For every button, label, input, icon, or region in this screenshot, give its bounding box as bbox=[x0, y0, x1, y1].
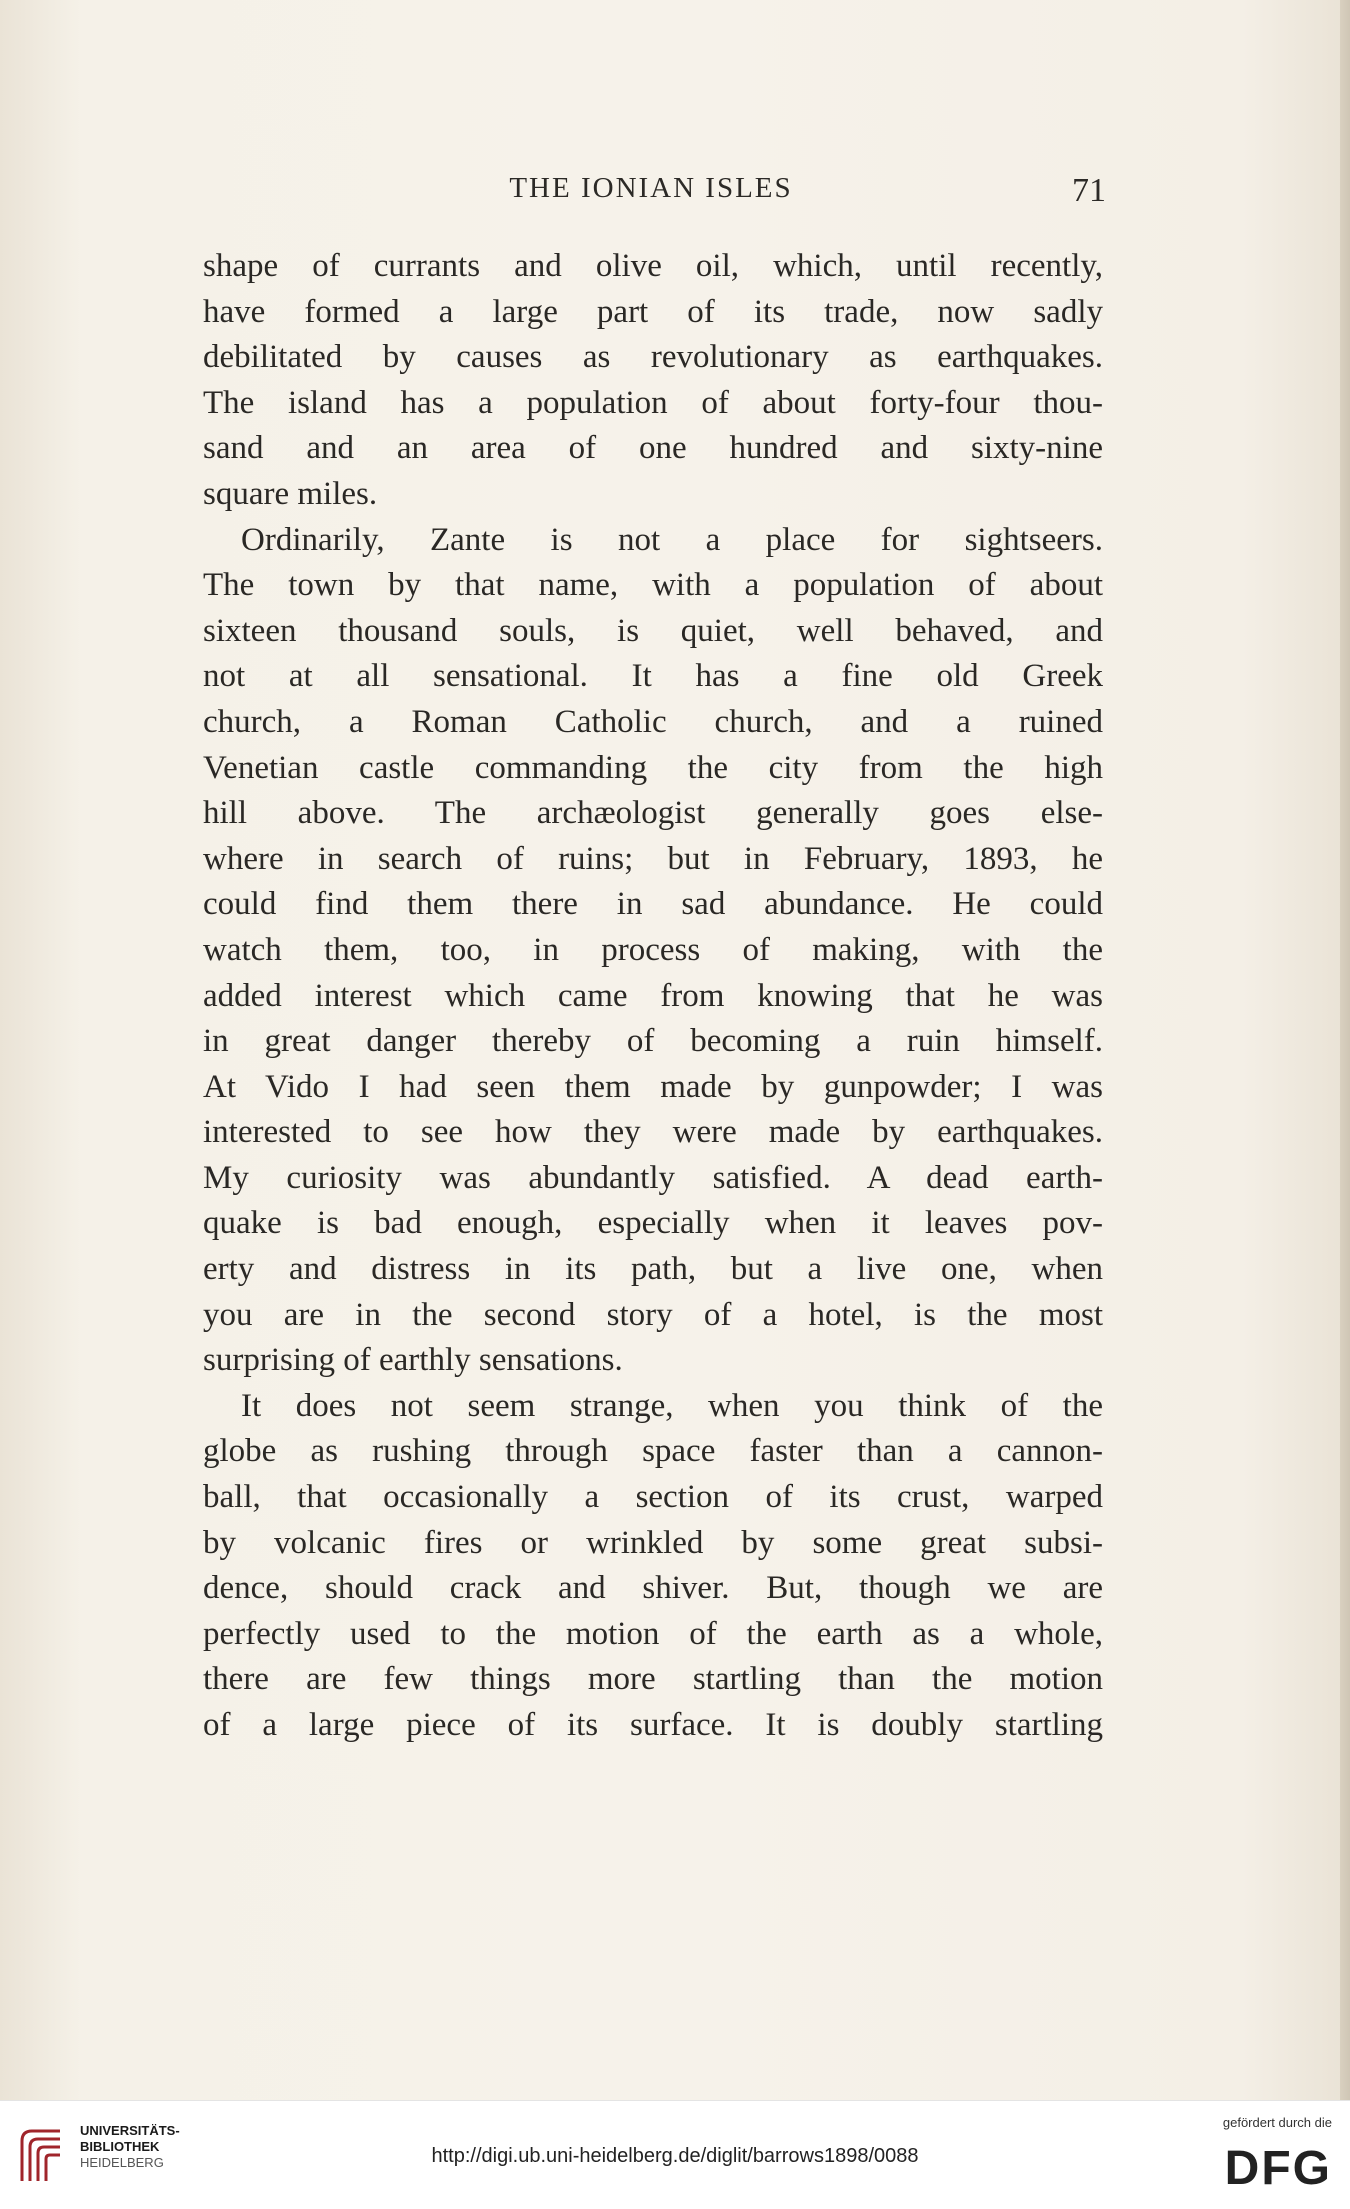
text-line: where in search of ruins; but in February, 1893, he bbox=[203, 840, 1103, 877]
text-line: watch them, too, in process of making, with the bbox=[203, 931, 1103, 968]
text-line: erty and distress in its path, but a live one, when bbox=[203, 1251, 1103, 1288]
text-line: could find them there in sad abundance. He could bbox=[203, 886, 1103, 923]
text-line: hill above. The archæologist generally goes else- bbox=[203, 795, 1103, 832]
library-name-line-1: UNIVERSITÄTS- bbox=[80, 2123, 180, 2138]
text-line: in great danger thereby of becoming a ruin himself. bbox=[203, 1023, 1103, 1060]
text-line: square miles. bbox=[203, 475, 378, 512]
text-line: interested to see how they were made by earthquakes. bbox=[203, 1114, 1103, 1151]
text-line: church, a Roman Catholic church, and a ruined bbox=[203, 703, 1103, 740]
text-line: The island has a population of about forty-four thou- bbox=[203, 384, 1103, 421]
running-title: THE IONIAN ISLES bbox=[509, 172, 793, 204]
dfg-logo[interactable]: DFG bbox=[1224, 2142, 1332, 2195]
library-city: HEIDELBERG bbox=[80, 2155, 164, 2170]
text-line: there are few things more startling than the motion bbox=[203, 1661, 1103, 1698]
text-line: added interest which came from knowing that he was bbox=[203, 977, 1103, 1014]
page-number: 71 bbox=[1072, 172, 1106, 209]
text-line: perfectly used to the motion of the earth as a whole, bbox=[203, 1615, 1103, 1652]
text-line: shape of currants and olive oil, which, until recently, bbox=[203, 248, 1103, 284]
paragraph-start-line: Ordinarily, Zante is not a place for sightseers. bbox=[241, 521, 1103, 558]
text-line: My curiosity was abundantly satisfied. A dead earth- bbox=[203, 1159, 1103, 1196]
library-name-line-2: BIBLIOTHEK bbox=[80, 2139, 160, 2154]
text-line: have formed a large part of its trade, now sadly bbox=[203, 293, 1103, 330]
text-line: The town by that name, with a population of about bbox=[203, 567, 1103, 604]
funded-by-label: gefördert durch die bbox=[1222, 2115, 1332, 2130]
paragraph-start-line: It does not seem strange, when you think of the bbox=[241, 1387, 1103, 1424]
text-line: not at all sensational. It has a fine old Greek bbox=[203, 658, 1103, 695]
text-line: Venetian castle commanding the city from the high bbox=[203, 749, 1103, 786]
text-line: sixteen thousand souls, is quiet, well behaved, and bbox=[203, 612, 1103, 649]
text-line: At Vido I had seen them made by gunpowder; I was bbox=[203, 1068, 1103, 1105]
text-line: by volcanic fires or wrinkled by some great subsi- bbox=[203, 1524, 1103, 1561]
text-line: quake is bad enough, especially when it leaves pov- bbox=[203, 1205, 1103, 1242]
running-head bbox=[196, 172, 1106, 212]
text-line: ball, that occasionally a section of its crust, warped bbox=[203, 1479, 1103, 1516]
text-line: dence, should crack and shiver. But, though we are bbox=[203, 1570, 1103, 1607]
body-text bbox=[203, 244, 1103, 1749]
text-line: globe as rushing through space faster than a cannon- bbox=[203, 1433, 1103, 1470]
page-edge bbox=[1340, 0, 1350, 2100]
text-line: of a large piece of its surface. It is doubly startling bbox=[203, 1707, 1103, 1743]
permalink-url[interactable]: http://digi.ub.uni-heidelberg.de/diglit/barrows1898/0088 bbox=[431, 2145, 919, 2167]
text-line: sand and an area of one hundred and sixty-nine bbox=[203, 430, 1103, 467]
text-line: debilitated by causes as revolutionary as earthquakes. bbox=[203, 339, 1103, 376]
viewer-footer bbox=[0, 2100, 1350, 2209]
text-line: you are in the second story of a hotel, is the most bbox=[203, 1296, 1103, 1333]
text-line: surprising of earthly sensations. bbox=[203, 1342, 623, 1379]
